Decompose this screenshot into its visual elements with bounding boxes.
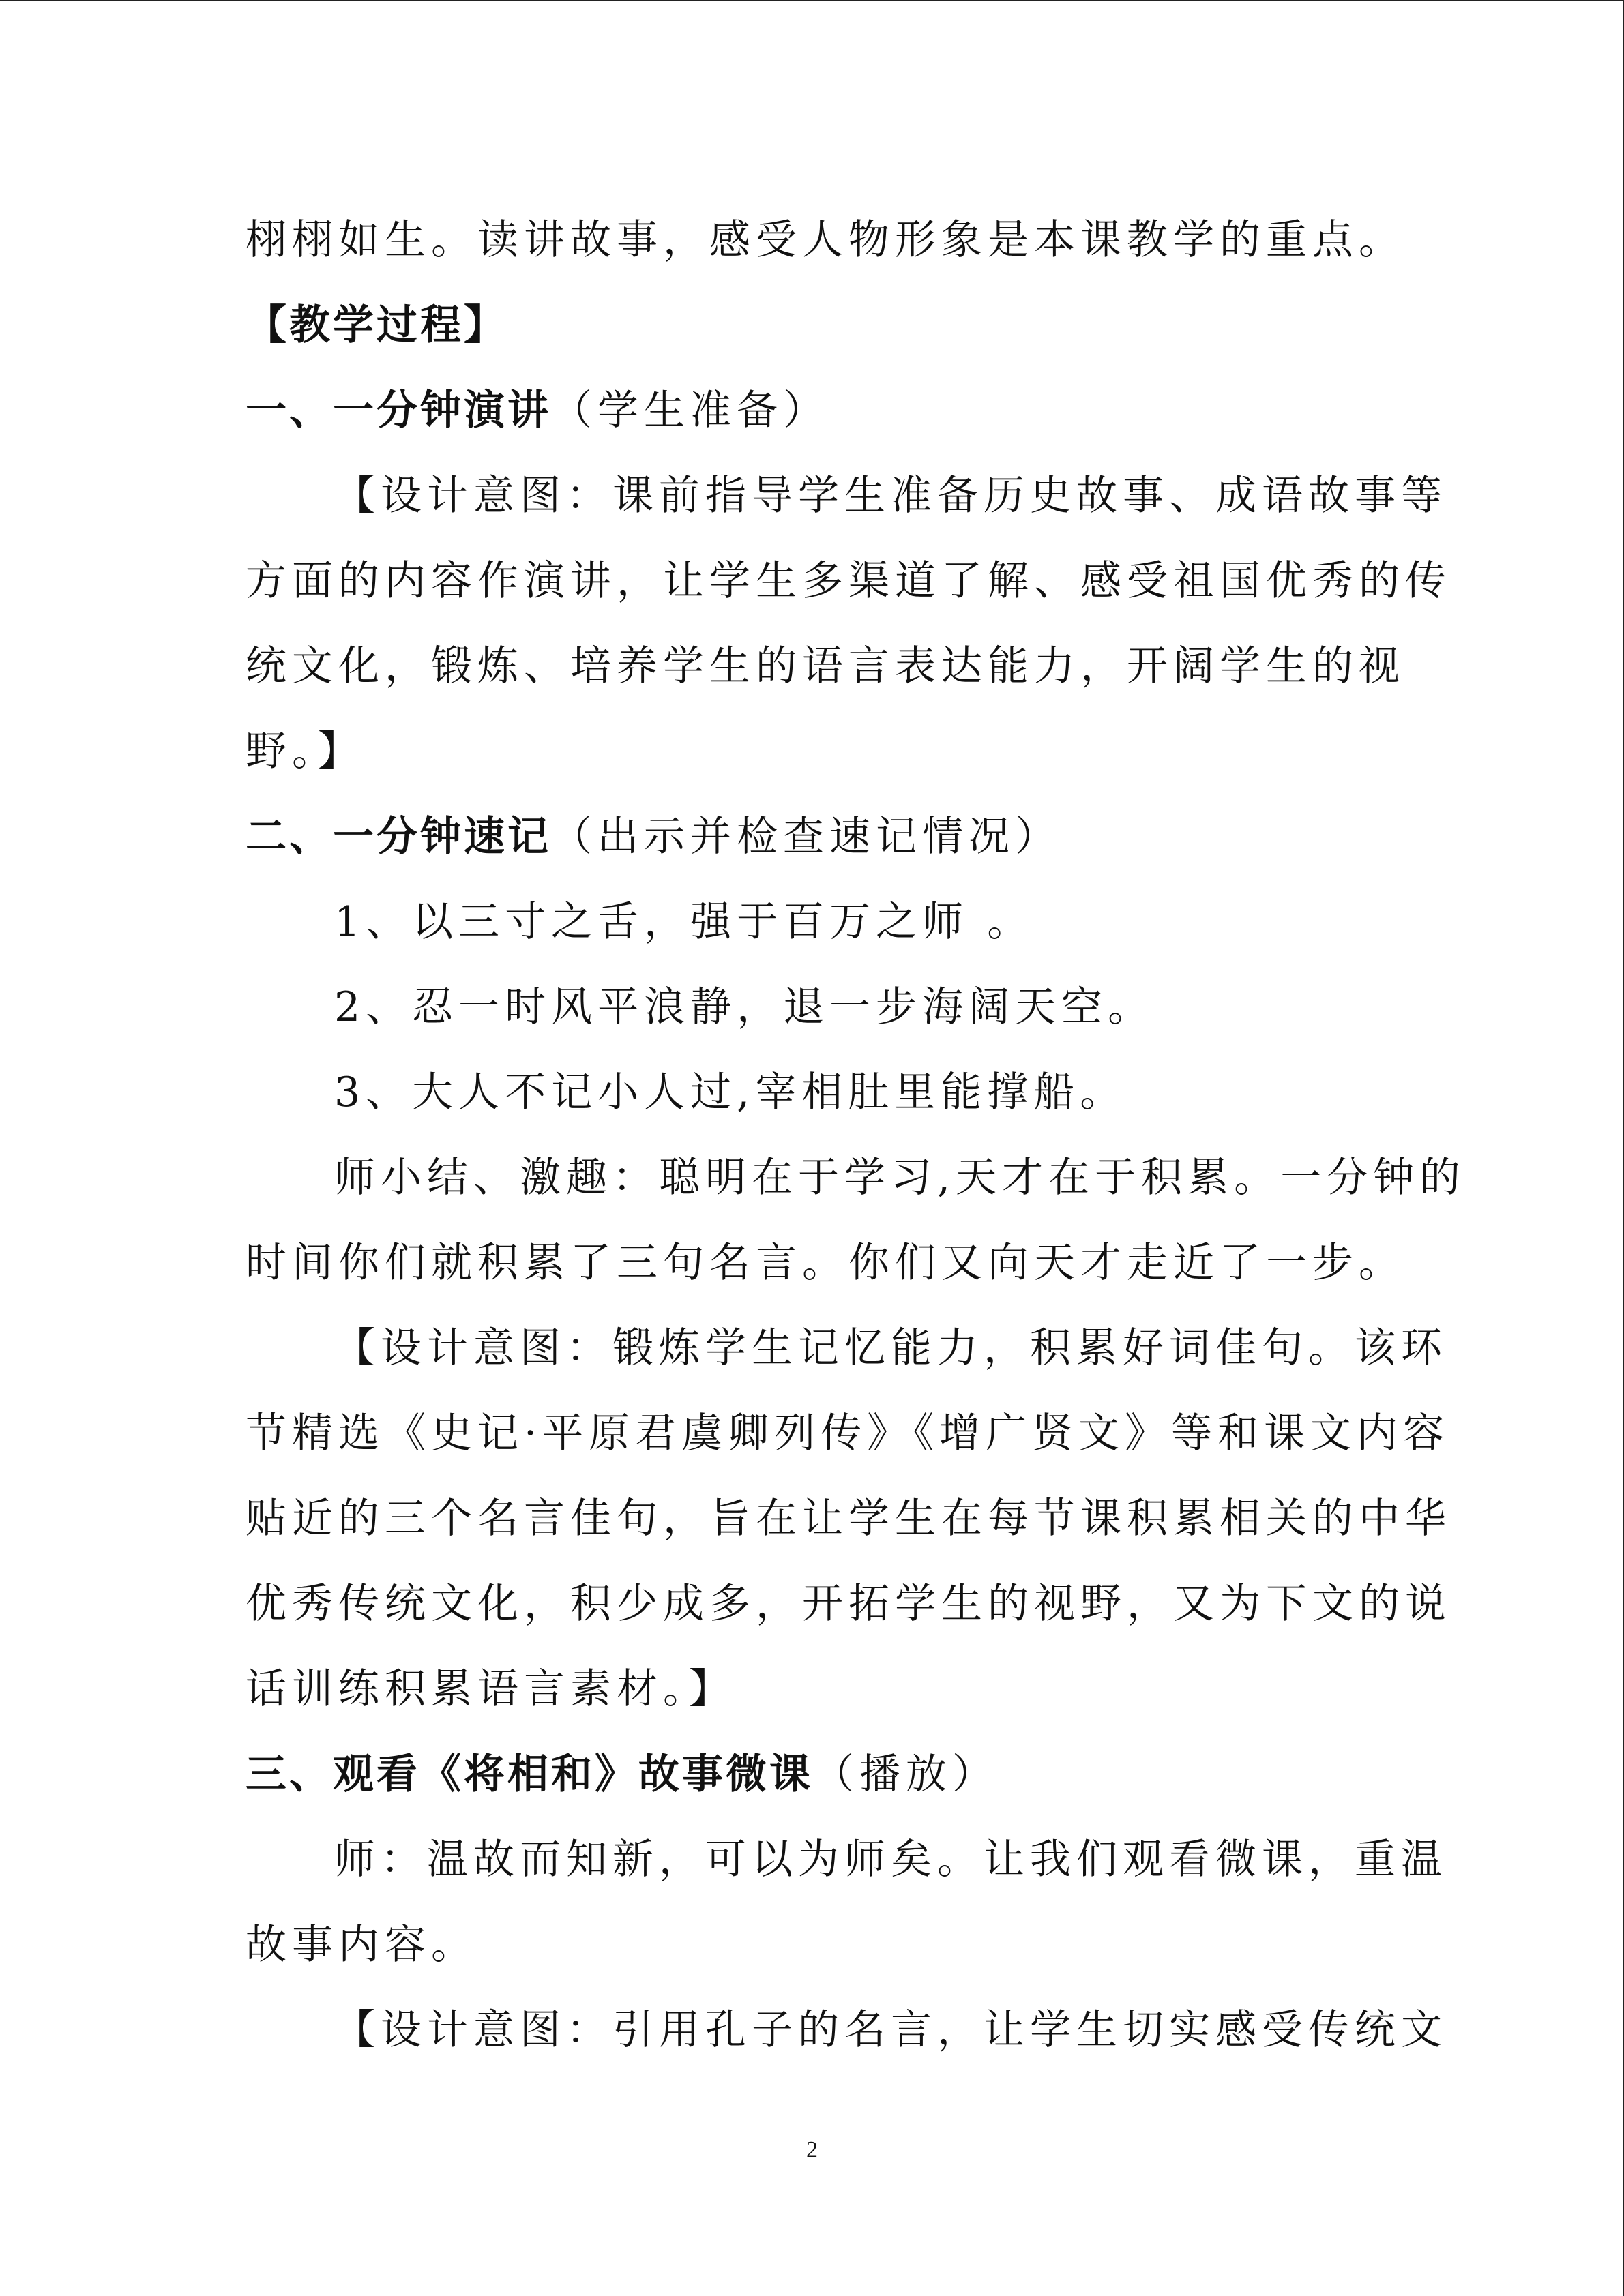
page-number: 2 <box>806 2137 818 2162</box>
heading-text: 三、观看《将相和》故事微课 <box>246 1750 813 1798</box>
section-heading-one-minute-memorization <box>246 813 1061 861</box>
section-heading-one-minute-speech <box>246 387 829 434</box>
text-line: 方面的内容作演讲，让学生多渠道了解、感受祖国优秀的传 <box>246 557 1451 605</box>
text-line: 野。】 <box>246 728 364 775</box>
heading-text: 一、一分钟演讲 <box>246 387 551 434</box>
text-line: 优秀传统文化，积少成多，开拓学生的视野，又为下文的说 <box>246 1580 1451 1628</box>
design-intent-paragraph-line: 【设计意图：引用孔子的名言，让学生切实感受传统文 <box>334 2006 1447 2054</box>
heading-note: （播放） <box>813 1750 999 1798</box>
list-item: 1、以三寸之舌，强于百万之师 。 <box>334 898 1034 946</box>
teacher-line: 师：温故而知新，可以为师矣。让我们观看微课，重温 <box>334 1836 1447 1883</box>
text-line: 统文化，锻炼、培养学生的语言表达能力，开阔学生的视 <box>246 642 1405 690</box>
text-line: 节精选《史记·平原君虞卿列传》《增广贤文》等和课文内容 <box>246 1410 1450 1457</box>
design-intent-paragraph-line: 【设计意图：锻炼学生记忆能力，积累好词佳句。该环 <box>334 1324 1447 1372</box>
list-item: 2、忍一时风平浪静，退一步海阔天空。 <box>334 983 1155 1031</box>
heading-note: （出示并检查速记情况） <box>551 813 1061 861</box>
text-line: 栩栩如生。读讲故事，感受人物形象是本课教学的重点。 <box>246 216 1405 264</box>
list-item: 3、大人不记小人过,宰相肚里能撑船。 <box>334 1069 1127 1116</box>
heading-text: 二、一分钟速记 <box>246 813 551 861</box>
text-line: 话训练积累语言素材。】 <box>246 1665 735 1713</box>
text-line: 贴近的三个名言佳句，旨在让学生在每节课积累相关的中华 <box>246 1495 1451 1542</box>
teacher-summary-line: 师小结、激趣：聪明在于学习,天才在于积累。一分钟的 <box>334 1154 1466 1202</box>
section-heading-micro-lesson <box>246 1750 999 1798</box>
text-line: 故事内容。 <box>246 1921 477 1969</box>
heading-note: （学生准备） <box>551 387 829 434</box>
text-line: 时间你们就积累了三句名言。你们又向天才走近了一步。 <box>246 1239 1405 1287</box>
design-intent-paragraph-line: 【设计意图：课前指导学生准备历史故事、成语故事等 <box>334 472 1447 520</box>
section-heading-teaching-process: 【教学过程】 <box>246 301 507 349</box>
